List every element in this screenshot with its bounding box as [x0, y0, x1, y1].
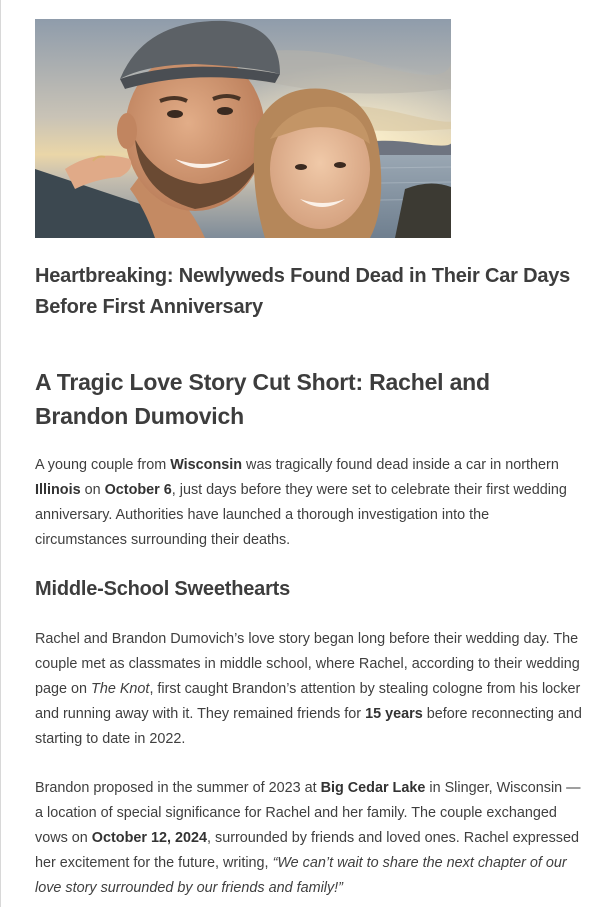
- intro-paragraph: [35, 453, 585, 553]
- article: [35, 19, 585, 901]
- proposal-text-3: , surrounded by friends and loved ones. Rachel expressed her excitement for the future, writing,: [35, 830, 579, 871]
- intro-bold-date: October 6: [104, 482, 172, 498]
- proposal-bold-lake: Big Cedar Lake: [320, 780, 426, 796]
- intro-bold-wisconsin: Wisconsin: [170, 457, 243, 473]
- story-bold-years: 15 years: [365, 706, 423, 722]
- story-text-1: Rachel and Brandon Dumovich’s love story began long before their wedding day. The couple met as classmates in middle school, where Rachel, according to their wedding page on: [35, 631, 580, 697]
- proposal-italic-quote: “We can’t wait to share the next chapter of our love story surrounded by our friends and family!”: [35, 855, 567, 896]
- proposal-paragraph: [35, 776, 585, 901]
- couple-photo: [35, 19, 451, 238]
- story-italic-the-knot: The Knot: [91, 681, 150, 697]
- proposal-text-1: Brandon proposed in the summer of 2023 at: [35, 780, 321, 796]
- story-text-2: , first caught Brandon’s attention by stealing cologne from his locker and running away with it. They remained friends for: [35, 681, 581, 722]
- couple-photo-image: [35, 19, 451, 238]
- article-headline: Heartbreaking: Newlyweds Found Dead in Their Car Days Before First Anniversary: [35, 265, 571, 318]
- proposal-text-2: in Slinger, Wisconsin — a location of special significance for Rachel and her family. The couple exchanged vows on: [35, 780, 581, 846]
- subheading-sweethearts: Middle-School Sweethearts: [35, 578, 291, 600]
- intro-text-1: A young couple from: [35, 457, 171, 473]
- story-paragraph: [35, 627, 585, 752]
- story-text-3: before reconnecting and starting to date in 2022.: [35, 706, 582, 747]
- intro-bold-illinois: Illinois: [35, 482, 81, 498]
- left-border: [0, 0, 1, 907]
- intro-text-4: , just days before they were set to celebrate their first wedding anniversary. Authorities have launched a thorough investigation into the circumstances surrounding their deaths.: [35, 482, 567, 548]
- proposal-bold-date: October 12, 2024: [91, 830, 207, 846]
- intro-text-3: on: [80, 482, 105, 498]
- intro-text-2: was tragically found dead inside a car in northern: [242, 457, 559, 473]
- section-title: A Tragic Love Story Cut Short: Rachel and Brandon Dumovich: [35, 369, 490, 429]
